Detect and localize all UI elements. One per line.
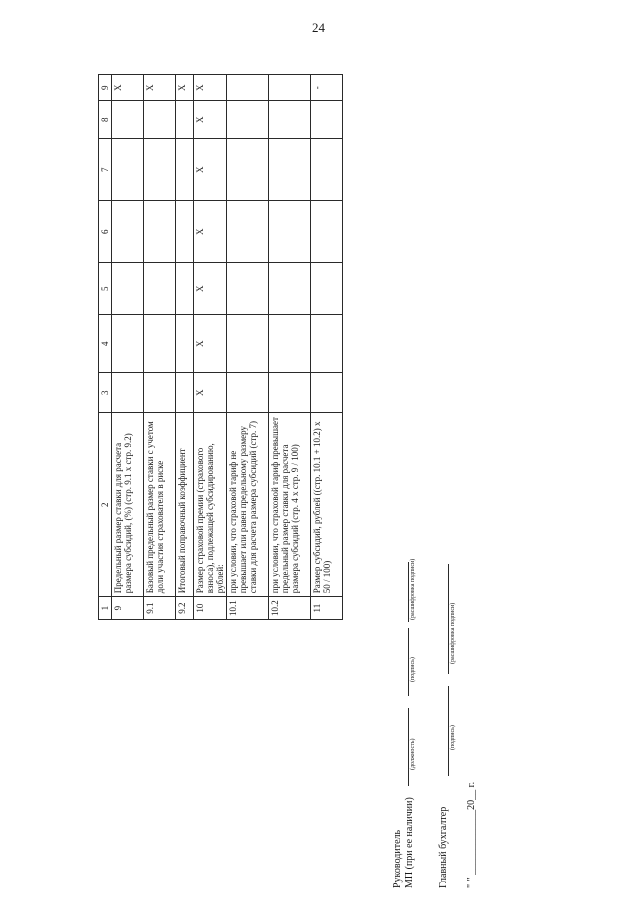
cell xyxy=(227,101,269,139)
cell xyxy=(311,373,343,413)
cell xyxy=(311,101,343,139)
cell xyxy=(144,373,176,413)
signature-line xyxy=(408,628,409,696)
cell xyxy=(269,201,311,263)
cell xyxy=(227,373,269,413)
row-text: Предельный размер ставки для расчета размера субсидий, (%) (стр. 9.1 х стр. 9.2) xyxy=(112,413,144,597)
cell: - xyxy=(311,75,343,101)
cell: X xyxy=(194,263,227,315)
col-header: 7 xyxy=(99,139,112,201)
row-number: 11 xyxy=(311,597,343,620)
position-caption: (должность) xyxy=(410,738,416,770)
cell: X xyxy=(194,101,227,139)
cell xyxy=(227,201,269,263)
date-line: " " _____________20__ г. xyxy=(466,781,477,888)
signature-caption: (подпись) xyxy=(410,657,416,682)
cell xyxy=(311,201,343,263)
cell xyxy=(112,263,144,315)
row-text: Итоговый поправочный коэффициент xyxy=(176,413,194,597)
cell: X xyxy=(194,201,227,263)
row-text: Размер страховой премии (страхового взноса), подлежащей субсидированию, рублей: xyxy=(194,413,227,597)
cell xyxy=(112,201,144,263)
cell xyxy=(144,101,176,139)
page-number: 24 xyxy=(312,20,325,35)
cell xyxy=(227,315,269,373)
row-number: 10 xyxy=(194,597,227,620)
row-number: 9.2 xyxy=(176,597,194,620)
col-header: 9 xyxy=(99,75,112,101)
acc-decode-caption: (расшифровка подписи) xyxy=(450,602,456,664)
head-label: Руководитель xyxy=(392,829,403,888)
mp-label: МП (при ее наличии) xyxy=(404,797,415,888)
col-header: 1 xyxy=(99,597,112,620)
cell xyxy=(144,139,176,201)
col-header: 4 xyxy=(99,315,112,373)
table-row xyxy=(194,75,227,620)
table-row xyxy=(112,75,144,620)
cell xyxy=(144,201,176,263)
cell xyxy=(227,139,269,201)
cell xyxy=(176,101,194,139)
table-row xyxy=(311,75,343,620)
cell: X xyxy=(194,75,227,101)
cell xyxy=(227,75,269,101)
cell xyxy=(176,315,194,373)
cell xyxy=(311,139,343,201)
acc-decode-line xyxy=(448,564,449,674)
accountant-label: Главный бухгалтер xyxy=(438,806,449,888)
cell xyxy=(112,101,144,139)
cell xyxy=(176,139,194,201)
row-text: Размер субсидий, рублей ((стр. 10.1 + 10.2) х 50 / 100) xyxy=(311,413,343,597)
cell xyxy=(112,315,144,373)
cell xyxy=(176,373,194,413)
cell: X xyxy=(194,315,227,373)
cell xyxy=(269,263,311,315)
cell: X xyxy=(194,373,227,413)
row-number: 9 xyxy=(112,597,144,620)
cell xyxy=(144,315,176,373)
subsidy-table xyxy=(98,74,343,620)
col-header: 2 xyxy=(99,413,112,597)
rotated-page xyxy=(98,60,348,620)
row-number: 10.1 xyxy=(227,597,269,620)
table-row xyxy=(144,75,176,620)
row-number: 10.2 xyxy=(269,597,311,620)
row-text: при условии, что страховой тариф превышает предельный размер ставки для расчета размера субсидий (стр. 4 х стр. 9 / 100) xyxy=(269,413,311,597)
table-row xyxy=(176,75,194,620)
cell xyxy=(269,101,311,139)
cell xyxy=(269,139,311,201)
header-row xyxy=(99,75,112,620)
cell xyxy=(311,315,343,373)
decode-caption: (расшифровка подписи) xyxy=(410,558,416,620)
row-number: 9.1 xyxy=(144,597,176,620)
cell xyxy=(227,263,269,315)
acc-signature-caption: (подпись) xyxy=(450,725,456,750)
cell xyxy=(311,263,343,315)
cell: X xyxy=(144,75,176,101)
col-header: 5 xyxy=(99,263,112,315)
cell: X xyxy=(194,139,227,201)
cell xyxy=(269,373,311,413)
position-line xyxy=(408,708,409,786)
cell xyxy=(112,373,144,413)
row-text: при условии, что страховой тариф не превышает или равен предельному размеру ставки для расчета размера субсидий (стр. 7) xyxy=(227,413,269,597)
cell: X xyxy=(112,75,144,101)
signature-block xyxy=(390,558,480,888)
cell: X xyxy=(176,75,194,101)
col-header: 6 xyxy=(99,201,112,263)
acc-signature-line xyxy=(448,686,449,776)
cell xyxy=(176,263,194,315)
table-row xyxy=(269,75,311,620)
decode-line xyxy=(408,562,409,622)
row-text: Базовый предельный размер ставки с учетом доли участия страхователя в риске xyxy=(144,413,176,597)
cell xyxy=(176,201,194,263)
cell xyxy=(112,139,144,201)
col-header: 3 xyxy=(99,373,112,413)
cell xyxy=(269,75,311,101)
table-row xyxy=(227,75,269,620)
cell xyxy=(144,263,176,315)
col-header: 8 xyxy=(99,101,112,139)
cell xyxy=(269,315,311,373)
